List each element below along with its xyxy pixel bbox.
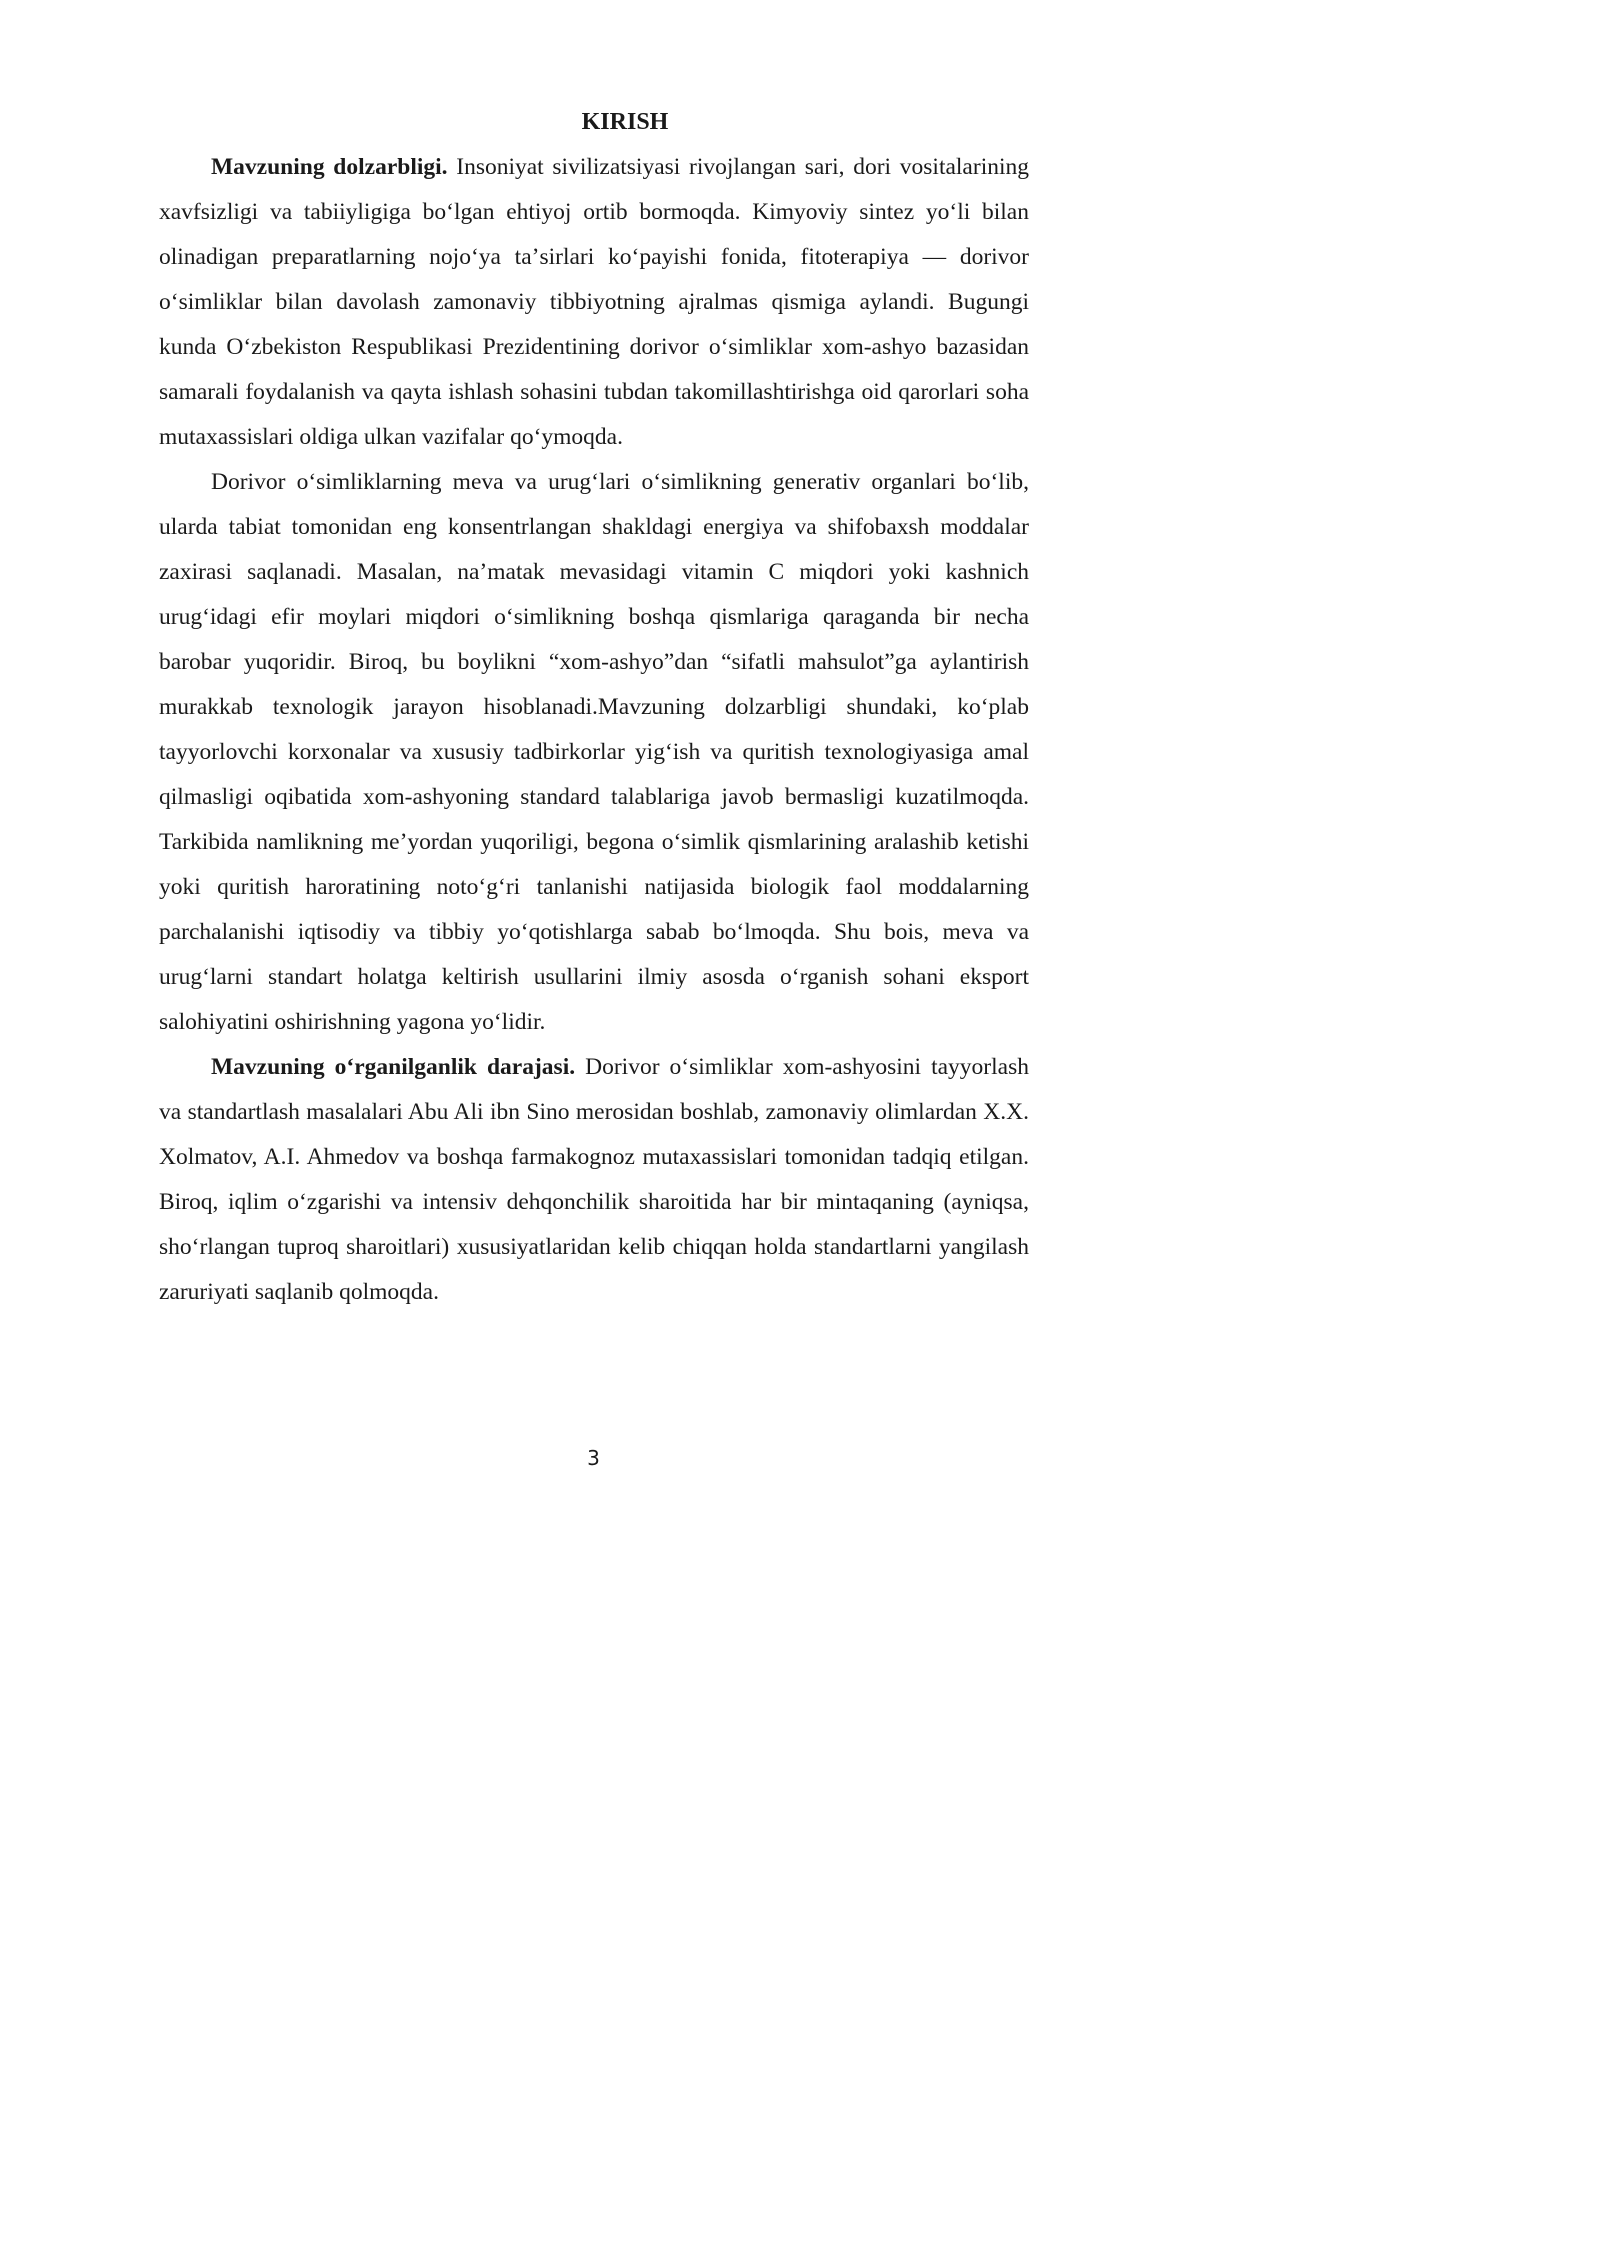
paragraph-text: Insoniyat sivilizatsiyasi rivojlangan sari, dori vositalarining xavfsizligi va tabiiyligiga boʻlgan ehtiyoj ortib bormoqda. Kimyoviy sintez yoʻli bilan olinadigan preparatlarning nojoʻya taʼsirlari koʻpayishi fonida, fitoterapiya — dorivor oʻsimliklar bilan davolash zamonaviy tibbiyotning ajralmas qismiga aylandi. Bugungi kunda Oʻzbekiston Respublikasi Prezidentining dorivor oʻsimliklar xom-ashyo bazasidan samarali foydalanish va qayta ishlash sohasini tubdan takomillashtirishga oid qarorlari soha mutaxassislari oldiga ulkan vazifalar qoʻymoqda.	[159, 154, 1029, 450]
document-page	[0, 0, 1111, 1600]
paragraph-text: Dorivor oʻsimliklarning meva va urugʻlari oʻsimlikning generativ organlari boʻlib, ularda tabiat tomonidan eng konsentrlangan shakldagi energiya va shifobaxsh moddalar zaxirasi saqlanadi. Masalan, naʼmatak mevasidagi vitamin C miqdori yoki kashnich urugʻidagi efir moylari miqdori oʻsimlikning boshqa qismlariga qaraganda bir necha barobar yuqoridir. Biroq, bu boylikni “xom-ashyo”dan “sifatli mahsulot”ga aylantirish murakkab texnologik jarayon hisoblanadi.Mavzuning dolzarbligi shundaki, koʻplab tayyorlovchi korxonalar va xususiy tadbirkorlar yigʻish va quritish texnologiyasiga amal qilmasligi oqibatida xom-ashyoning standard talablariga javob bermasligi kuzatilmoqda. Tarkibida namlikning meʼyordan yuqoriligi, begona oʻsimlik qismlarining aralashib ketishi yoki quritish haroratining notoʻgʻri tanlanishi natijasida biologik faol moddalarning parchalanishi iqtisodiy va tibbiy yoʻqotishlarga sabab boʻlmoqda. Shu bois, meva va urugʻlarni standart holatga keltirish usullarini ilmiy asosda oʻrganish sohani eksport salohiyatini oshirishning yagona yoʻlidir.	[159, 469, 1029, 1035]
page-content	[159, 100, 1029, 1315]
paragraph-research-level	[159, 1045, 1029, 1315]
section-heading: KIRISH	[581, 109, 669, 135]
page-number: 3	[587, 1446, 600, 1470]
paragraph-text: Dorivor oʻsimliklar xom-ashyosini tayyorlash va standartlash masalalari Abu Ali ibn Sino merosidan boshlab, zamonaviy olimlardan X.X. Xolmatov, A.I. Ahmedov va boshqa farmakognoz mutaxassislari tomonidan tadqiq etilgan. Biroq, iqlim oʻzgarishi va intensiv dehqonchilik sharoitida har bir mintaqaning (ayniqsa, shoʻrlangan tuproq sharoitlari) xususiyatlaridan kelib chiqqan holda standartlarni yangilash zaruriyati saqlanib qolmoqda.	[159, 1054, 1029, 1305]
paragraph-relevance	[159, 145, 1029, 460]
paragraph-lead: Mavzuning dolzarbligi.	[211, 154, 448, 180]
paragraph-lead: Mavzuning oʻrganilganlik darajasi.	[211, 1054, 576, 1080]
paragraph-fruits-seeds	[159, 460, 1029, 1045]
